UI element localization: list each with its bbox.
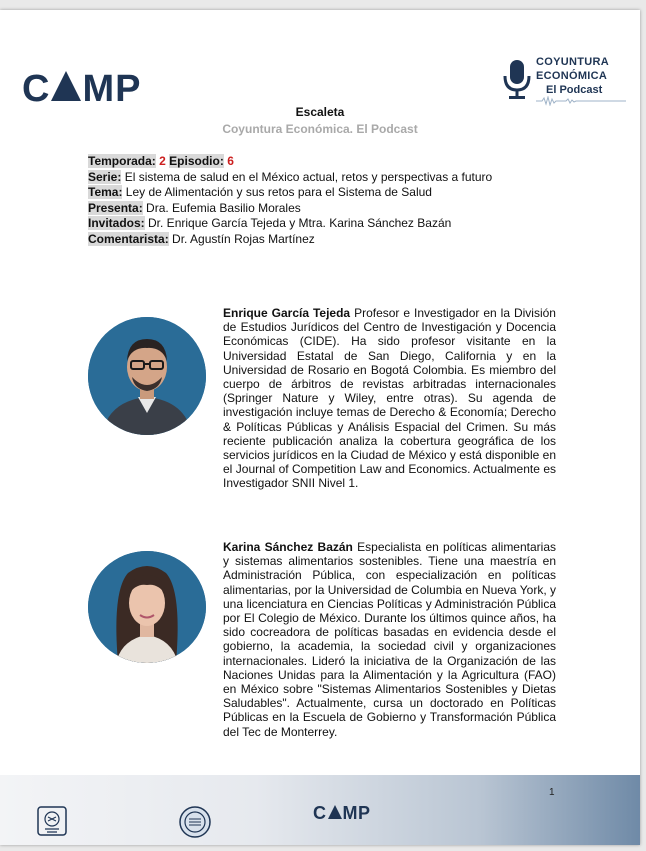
serie-value: El sistema de salud en el México actual, retos y perspectivas a futuro [124, 169, 493, 184]
podcast-line2: ECONÓMICA [536, 70, 608, 82]
temporada-row [88, 154, 492, 170]
footer-camp-triangle-icon [328, 805, 342, 819]
invitados-row [88, 216, 492, 232]
document-page [0, 10, 640, 845]
tema-label: Tema: [88, 185, 123, 199]
episodio-value: 6 [227, 154, 234, 168]
page-footer [0, 775, 640, 845]
guest-bio-text-enrique: Profesor e Investigador en la División de Estudios Jurídicos del Centro de Investigación y Docencia Económicas (CIDE). Ha sido profesor visitante en la Universidad Estatal de San Diego, California y en la Universidad de Rosario en Bogotá Colombia. Es miembro del cuerpo de árbitros de revistas arbitradas internacionales (Springer Nature y Wiley, entre otras). Su agenda de investigación incluye temas de Derecho & Economía; Derecho & Políticas Públicas y Análisis Espacial del Crimen. Su más reciente publicación analiza la cobertura geográfica de los servicios jurídicos en la Ciudad de México y está disponible en el Journal of Competition Law and Economics. Actualmente es Investigador SNII Nivel 1. [223, 306, 556, 491]
podcast-line1: COYUNTURA [536, 56, 609, 68]
serie-label: Serie: [88, 169, 122, 184]
unam-seal-icon [36, 805, 68, 837]
guest-name-enrique: Enrique García Tejeda [223, 306, 351, 320]
guest-photo-karina [88, 551, 206, 663]
tema-row [88, 185, 492, 201]
guest-bio-text-karina: Especialista en políticas alimentarias y sistemas alimentarios sostenibles. Tiene una maestría en Administración Pública, con especialización en políticas alimentarias, por la Universidad de Columbia en Nueva York, y una licenciatura en Ciencias Políticas y Administración Pública por El Colegio de México. Durante los últimos quince años, ha sido cocreadora de políticas basadas en evidencia desde el gobierno, la academia, la sociedad civil y organizaciones internacionales. Lideró la iniciativa de la Organización de las Naciones Unidas para la Alimentación y la Agricultura (FAO) en México sobre "Sistemas Alimentarios Sostenibles y Dietas Saludables". Actualmente, cursa un doctorado en Políticas Públicas en la Escuela de Gobierno y Transformación Pública del Tec de Monterrey. [223, 540, 557, 739]
person-icon [88, 317, 206, 435]
episode-metadata [88, 154, 492, 247]
page-subtitle: Coyuntura Económica. El Podcast [222, 122, 418, 136]
page-title: Escaleta [295, 105, 345, 119]
temporada-label: Temporada: [88, 154, 156, 168]
temporada-value: 2 [159, 154, 166, 168]
microphone-icon [502, 58, 532, 102]
tema-value: Ley de Alimentación y sus retos para el Sistema de Salud [125, 185, 432, 199]
presenta-row [88, 201, 492, 217]
institution-seal-icon [178, 805, 212, 839]
page-number: 1 [549, 787, 555, 798]
comentarista-row [88, 232, 492, 248]
podcast-line3: El Podcast [546, 84, 603, 96]
comentarista-value: Dr. Agustín Rojas Martínez [172, 231, 315, 246]
comentarista-label: Comentarista: [88, 231, 169, 246]
footer-camp-logo: C MP [313, 803, 371, 823]
presenta-label: Presenta: [88, 200, 143, 215]
guest-bio-karina [223, 540, 556, 739]
person-icon [88, 551, 206, 663]
serie-row [88, 170, 492, 186]
camp-logo: C MP [22, 68, 142, 110]
guest-photo-enrique [88, 317, 206, 435]
podcast-logo [502, 54, 632, 104]
invitados-value: Dr. Enrique García Tejeda y Mtra. Karina Sánchez Bazán [148, 216, 452, 230]
presenta-value: Dra. Eufemia Basilio Morales [146, 200, 301, 215]
invitados-label: Invitados: [88, 216, 145, 230]
episodio-label: Episodio: [169, 154, 224, 168]
camp-logo-triangle-icon [51, 71, 81, 101]
guest-name-karina: Karina Sánchez Bazán [223, 540, 353, 554]
guest-bio-enrique [223, 306, 556, 491]
